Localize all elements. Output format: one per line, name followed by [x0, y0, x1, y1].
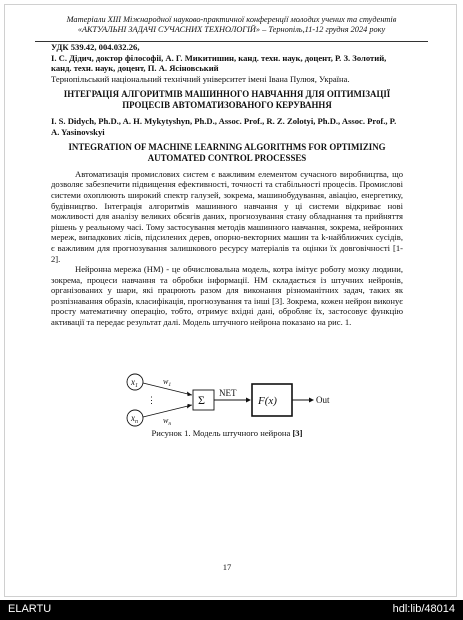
weight-n-label: $w_n$	[163, 416, 172, 427]
page-header	[35, 15, 428, 35]
authors-en: I. S. Didych, Ph.D., A. H. Mykytyshyn, Ph.D., Assoc. Prof., R. Z. Zolotyi, Ph.D., Assoc. Prof., P. A. Yasinovskyi	[51, 115, 397, 137]
figure-caption	[51, 428, 403, 438]
paragraph-1: Автоматизація промислових систем є важливим елементом сучасного виробництва, що дозволяє забезпечити підвищення ефективності, точності та стабільності процесів. Промислові системи охоплюють широкий спектр галузей, зокрема, машинобудування, авіацію, енергетику, будівництво. Інтеграція алгоритмів машинного навчання у ці системи відкриває нові можливості для аналізу великих обсягів даних, прогнозування стану обладнання та прийняття рішень у реальному часі. Тому застосування методів машинного навчання, зокрема, нейронних мереж, випадкових лісів, підсилених дерев, опорно-векторних машин та k-найближчих сусідів, є важливим для прогнозування залишкового ресурсу матеріалів та оцінки їх довговічності [1-2].	[51, 168, 403, 264]
udc-code: УДК 539.42, 004.032.26,	[51, 42, 140, 52]
repository-name: ELARTU	[8, 603, 52, 615]
net-label: NET	[219, 388, 237, 398]
caption-text: Рисунок 1. Модель штучного нейрона	[151, 428, 293, 438]
page-number: 17	[222, 562, 232, 572]
affiliation: Тернопільський національний технічний університет імені Івана Пулюя, Україна.	[51, 73, 350, 84]
activation-function: F(x)	[258, 395, 277, 407]
handle-identifier[interactable]: hdl:lib/48014	[392, 603, 455, 615]
output-arrowhead	[309, 398, 314, 403]
header-line-2: «АКТУАЛЬНІ ЗАДАЧІ СУЧАСНИХ ТЕХНОЛОГІЙ» – Тернопіль,11-12 грудня 2024 року	[77, 25, 386, 34]
net-arrowhead	[246, 398, 251, 403]
input-1-label: $x_1$	[131, 377, 138, 389]
weight-arrowhead-1	[187, 392, 192, 397]
output-label: Out	[316, 395, 330, 405]
title-en: INTEGRATION OF MACHINE LEARNING ALGORITHMS FOR OPTIMIZING AUTOMATED CONTROL PROCESSES	[68, 142, 386, 163]
title-ua: ІНТЕГРАЦІЯ АЛГОРИТМІВ МАШИННОГО НАВЧАННЯ ДЛЯ ОПТИМІЗАЦІЇ ПРОЦЕСІВ АВТОМАТИЗОВАНОГО КЕРУВАННЯ	[63, 89, 391, 111]
weight-arrowhead-n	[187, 404, 192, 409]
weight-1-label: $w_1$	[163, 377, 172, 388]
repository-footer-bar	[0, 600, 463, 620]
header-line-1: Матеріали XIII Міжнародної науково-практичної конференції молодих учених та студентів	[66, 15, 397, 24]
paragraph-2: Нейронна мережа (НМ) - це обчислювальна модель, котра імітує роботу мозку людини, зокрема, процеси навчання та обробки інформації. НМ складається із штучних нейронів, організованих у шари, які працюють разом для виконання різноманітних задач, таких як розпізнавання образів, класифікація, прогнозування та інші [3]. Зокрема, кожен нейрон виконує просту математичну операцію, тобто, отримує вхідні дані, обробляє їх, застосовує функцію активації та передає результат далі. Модель штучного нейрона показано на рис. 1.	[51, 264, 403, 328]
inputs-ellipsis: ⋮	[147, 395, 156, 405]
caption-reference: [3]	[292, 428, 303, 438]
authors-ua: І. С. Дідич, доктор філософії, А. Г. Микитишин, канд. техн. наук, доцент, Р. З. Золотий, канд. техн. наук, доцент, П. А. Ясіновський	[51, 52, 387, 74]
input-n-label: $x_n$	[131, 413, 138, 425]
paper-body	[51, 42, 403, 328]
summation-symbol: Σ	[198, 393, 205, 407]
neuron-model-diagram	[115, 372, 345, 427]
